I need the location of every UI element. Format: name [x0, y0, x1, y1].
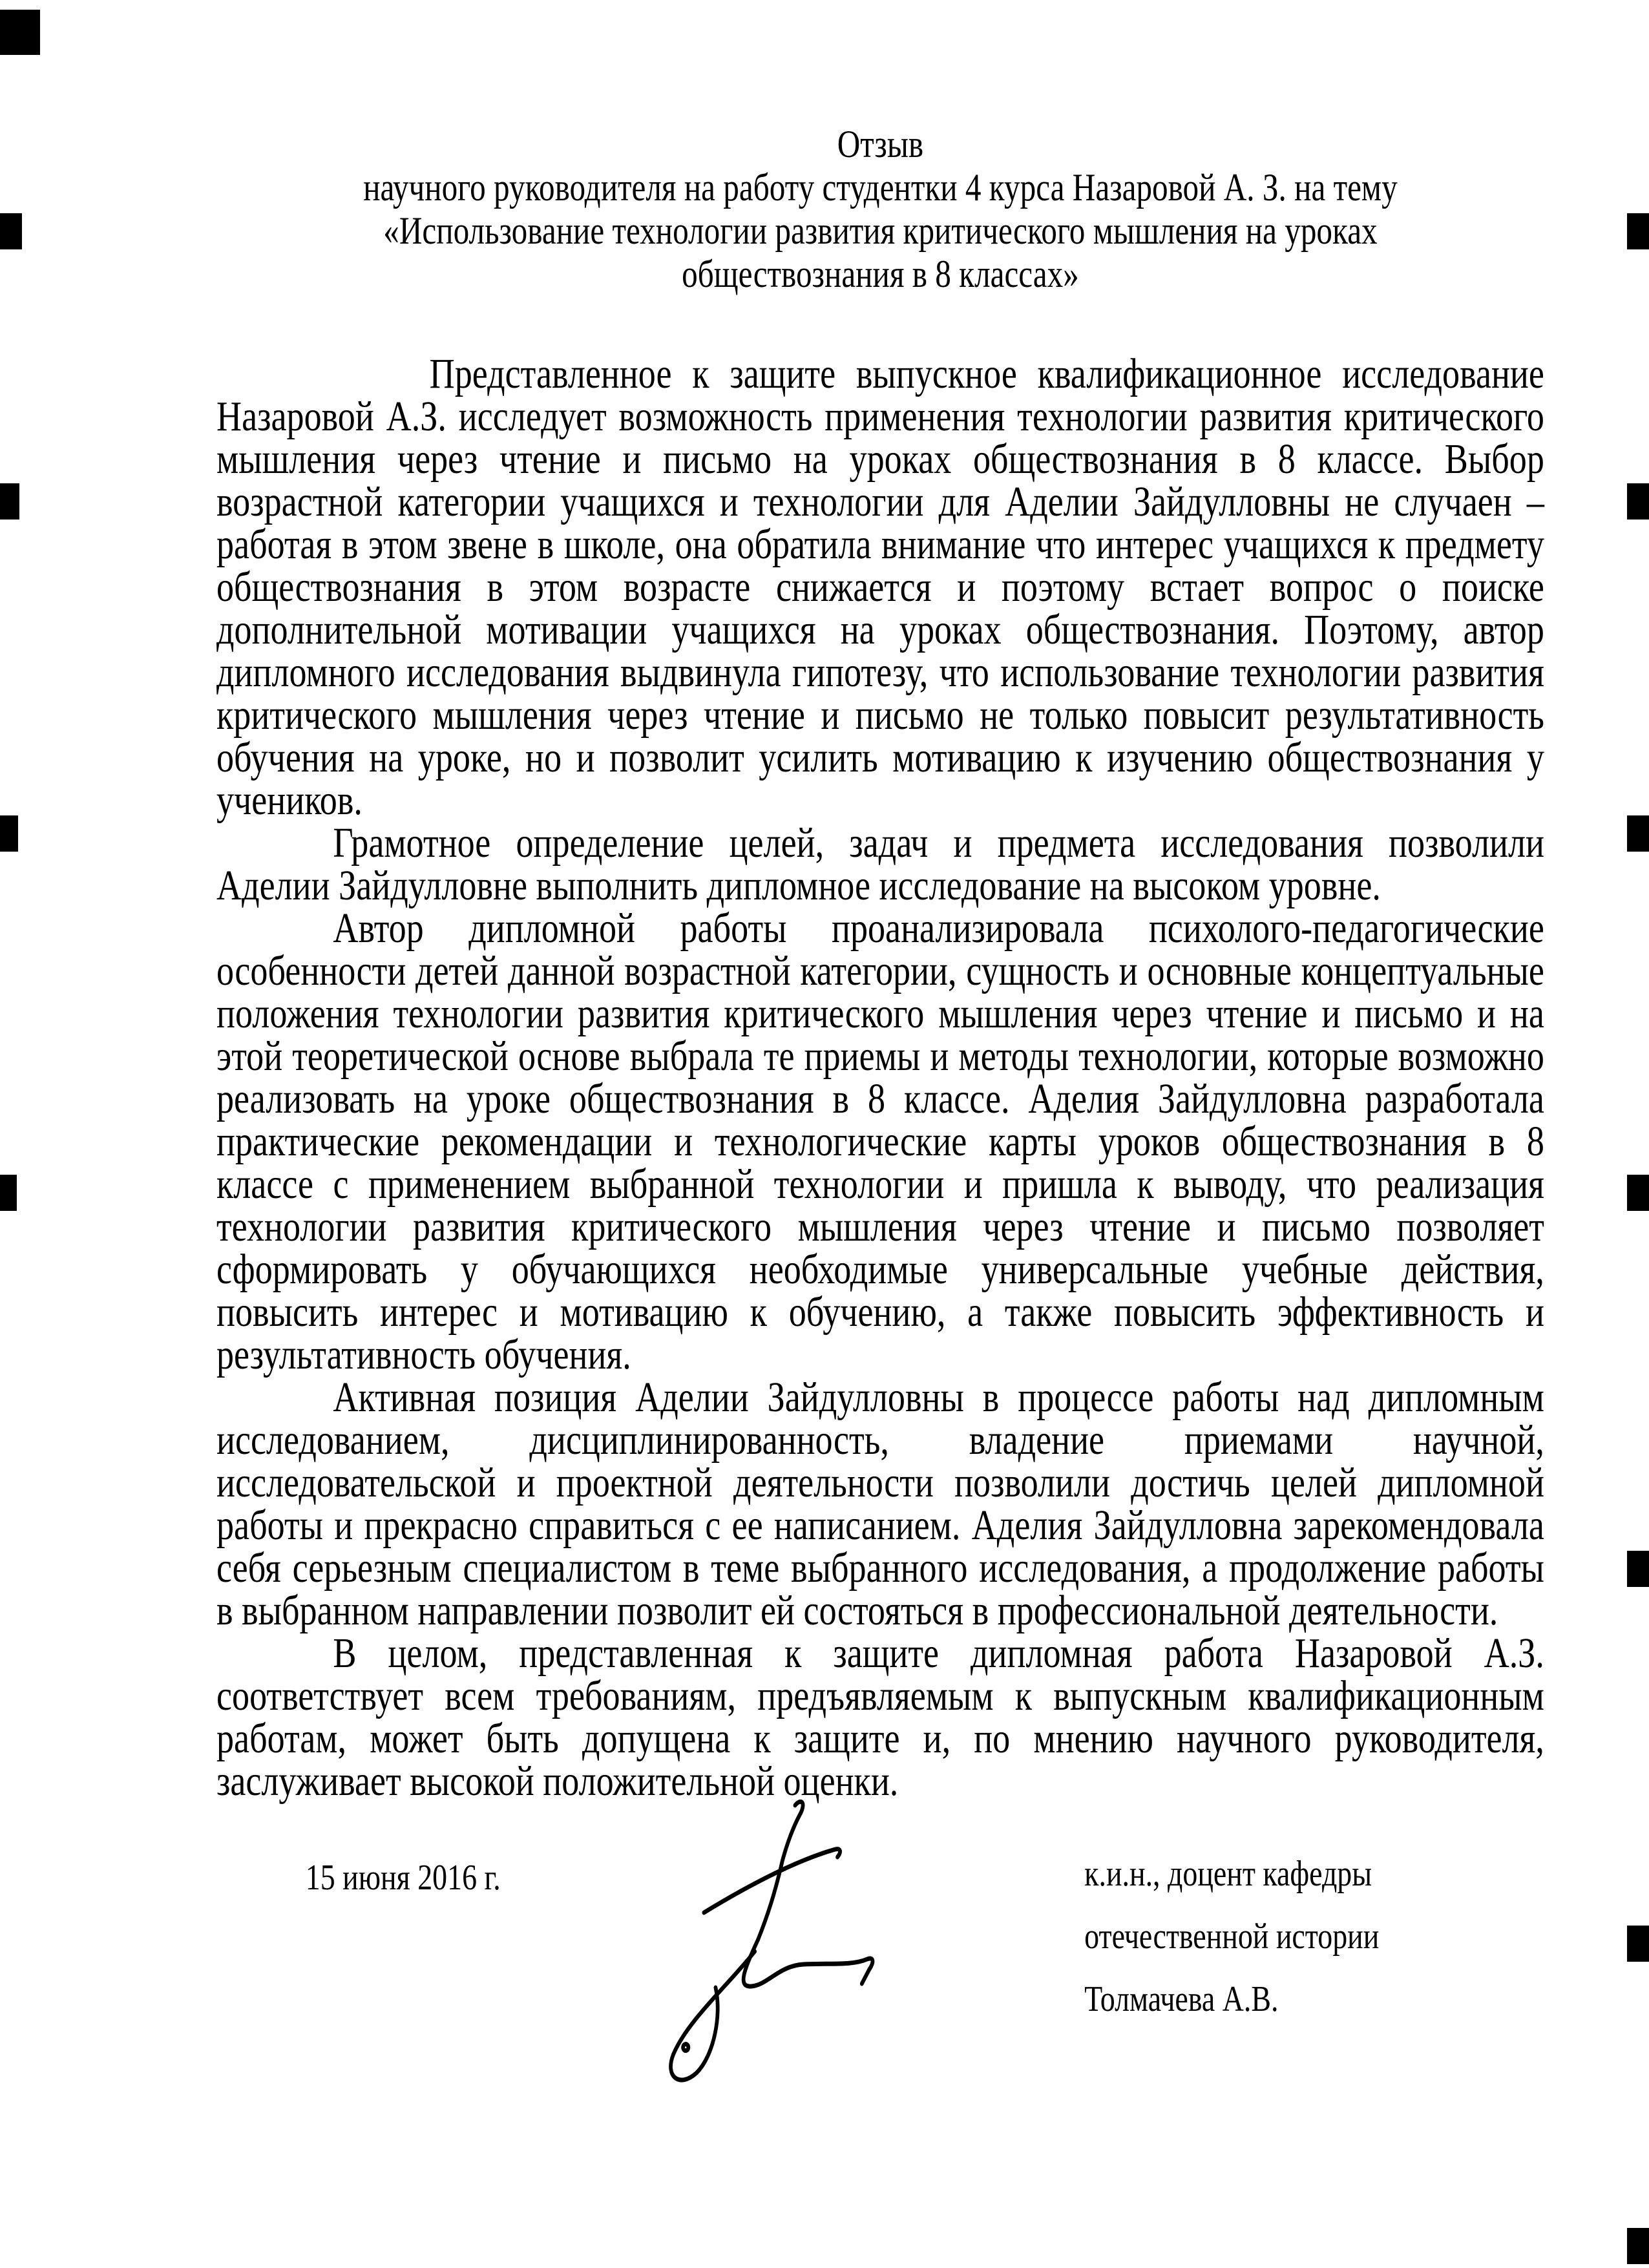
title-line-2: научного руководителя на работу студентки 4 курса Назаровой А. З. на тему [363, 166, 1398, 209]
scan-artifact-mark [1627, 1175, 1649, 1211]
scan-artifact-mark [1627, 483, 1649, 520]
paragraph-work-ethic: Активная позиция Аделии Зайдулловны в процессе работы над дипломным исследованием, дисциплинированность, владение приемами научной, исследовательской и проектной деятельности позволили достичь целей дипломной работы и прекрасно справиться с ее написанием. Аделия Зайдулловна зарекомендовала себя серьезным специалистом в теме выбранного исследования, а продолжение работы в выбранном направлении позволит ей состояться в профессиональной деятельности. [216, 1374, 1544, 1634]
scan-artifact-mark [0, 213, 22, 249]
scan-artifact-mark [0, 10, 40, 55]
paragraph-analysis: Автор дипломной работы проанализировала психолого-педагогические особенности детей данной возрастной категории, сущность и основные концептуальные положения технологии развития критического мышления через чтение и письмо и на этой теоретической основе выбрала те приемы и методы технологии, которые возможно реализовать на уроке обществознания в 8 классе. Аделия Зайдулловна разработала практические рекомендации и технологические карты уроков обществознания в 8 классе с применением выбранной технологии и пришла к выводу, что реализация технологии развития критического мышления через чтение и письмо позволяет сформировать у обучающихся необходимые универсальные учебные действия, повысить интерес и мотивацию к обучению, а также повысить эффективность и результативность обучения. [216, 905, 1544, 1378]
signer-credentials [1084, 1843, 1379, 2031]
scan-artifact-mark [0, 483, 19, 520]
title-line-4: обществознания в 8 классах» [682, 253, 1079, 295]
paragraph-goals: Грамотное определение целей, задач и предмета исследования позволили Аделии Зайдулловне выполнить дипломное исследование на высоком уровне. [216, 819, 1544, 909]
scan-artifact-mark [1627, 1551, 1649, 1587]
title-line-3: «Использование технологии развития критического мышления на уроках [383, 209, 1378, 252]
document-body [216, 350, 1544, 1805]
credentials-line-department: отечественной истории [1084, 1916, 1380, 1957]
document-title [216, 0, 1544, 296]
scan-artifact-mark [1627, 2228, 1649, 2264]
signer-name: Толмачева А.В. [1084, 1979, 1279, 2019]
signature-graphic [624, 1796, 921, 2094]
scan-artifact-mark [1627, 213, 1649, 249]
credentials-line-degree: к.и.н., доцент кафедры [1084, 1854, 1372, 1894]
scan-artifact-mark [1627, 815, 1649, 852]
scan-artifact-mark [1627, 1926, 1649, 1962]
document-footer [216, 1796, 1544, 2210]
document-content [216, 0, 1544, 1803]
scan-artifact-mark [0, 815, 18, 852]
date-text: 15 июня 2016 г. [305, 1858, 501, 1898]
paragraph-intro: Представленное к защите выпускное квалификационное исследование Назаровой А.З. исследует возможность применения технологии развития критического мышления через чтение и письмо на уроках обществознания в 8 классе. Выбор возрастной категории учащихся и технологии для Аделии Зайдулловны не случаен – работая в этом звене в школе, она обратила внимание что интерес учащихся к предмету обществознания в этом возрасте снижается и поэтому встает вопрос о поиске дополнительной мотивации учащихся на уроках обществознания. Поэтому, автор дипломного исследования выдвинула гипотезу, что использование технологии развития критического мышления через чтение и письмо не только повысит результативность обучения на уроке, но и позволит усилить мотивацию к изучению обществознания у учеников. [216, 350, 1544, 824]
scan-artifact-mark [0, 1175, 17, 1211]
paragraph-conclusion: В целом, представленная к защите дипломная работа Назаровой А.З. соответствует всем требованиям, предъявляемым к выпускным квалификационным работам, может быть допущена к защите и, по мнению научного руководителя, заслуживает высокой положительной оценки. [216, 1630, 1544, 1805]
title-line-1: Отзыв [837, 123, 924, 165]
